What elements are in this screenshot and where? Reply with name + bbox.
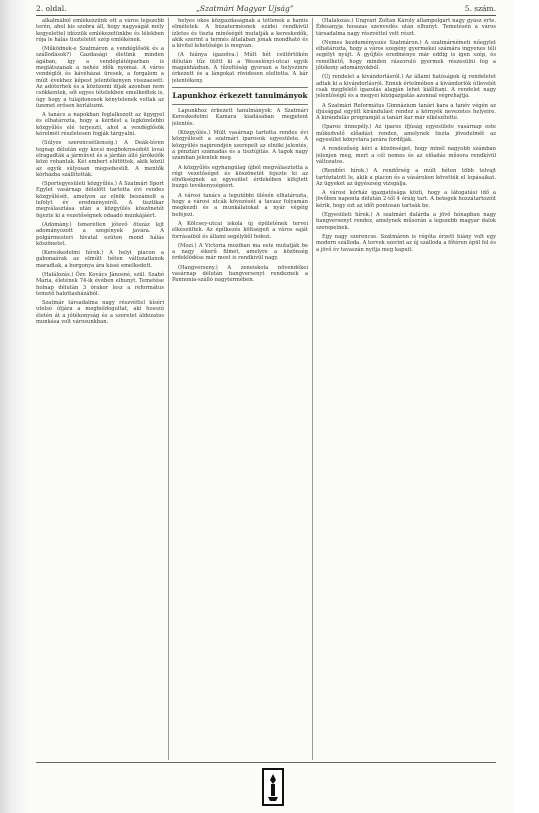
article-paragraph: (Halálozás.) Ungvári Zoltán Károly állampolgárt nagy gyász érte. Édesanyja hosszas szenvedés után elhunyt. Temetésén a város társadalma nagy részvéttel vett részt. [316,18,496,37]
archive-stamp-icon [262,768,284,806]
article-paragraph: (Működnek-e Szatmáron a vendéglősök és a szállodások?) Gazdasági életünk minden ágában, így a vendéglátóiparban is meglátszanak a nehéz idők nyomai. A város vendéglői és kávéházai üresek, a forgalom a múlt évekhez képest jelentékenyen visszaesett. Az adóterhek és a közüzemi díjak azonban nem csökkentek, sőt egyes tételekben emelkedtek is, úgy hogy a tulajdonosok kénytelenek voltak az üzemet erősen korlátozni. [36,46,164,109]
article-paragraph: A városi kórház igazgatósága közli, hogy a látogatási idő a jövőben naponta délután 2-től 4 óráig tart. A betegek hozzátartozóit kérik, hogy ezt az időt pontosan tartsák be. [316,190,496,209]
section-rule [172,104,308,105]
article-paragraph: A közgyűlés egyhangúlag újból megválasztotta a régi vezetőséget és köszönetét fejezte ki az elnökségnek az egyesület érdekében kifejtett buzgó tevékenységéért. [172,164,308,190]
article-paragraph: A városi tanács a legutóbbi ülésén elhatározta, hogy a városi utcák kövezését a tavasz folyamán megkezdi és a munkálatokat a nyár végéig befejezi. [172,192,308,218]
article-paragraph: helyes okos közgazdaságnak a tétlenek a hamis elméletek. A búzatermésnek ezidei rendkívül ízletes és tiszta minőségét mutatják a kereskedők, akik szerint a termés általában jónak mondható és a kivitel lehetősége is megvan. [172,18,308,50]
archive-stamp-figure-icon [265,771,281,803]
column-divider [168,18,169,760]
adjacent-page-fragment [0,30,24,770]
article-paragraph: (Rendőri hírek.) A rendőrség a múlt héten több tolvajt tartóztatott le, akik a piacon és a vásárokon követték el lopásaikat. Az ügyeket az ügyészség vizsgálja. [316,168,496,187]
article-paragraph: A Kölcsey-utcai iskola új épületének tervei elkészültek. Az építkezés költségeit a város saját forrásaiból és állami segélyből fedezi. [172,220,308,240]
article-paragraph: A rendezőség kéri a közönséget, hogy minél nagyobb számban jelenjen meg, mert a cél nemes és az előadás műsora rendkívül változatos. [316,146,496,165]
article-paragraph: alkalmából emlékezzünk ott a város legszebb terén, ahol kis szobra áll, hogy nagyságát mély kegyelettel idézzük emlékezetünkbe és lélekben rója le hálás tiszteletét szép emlékének. [36,18,164,43]
article-paragraph: (Hangverseny.) A zeneiskola növendékei vasárnap délután hangversenyt rendeznek a Pannonia-szálló nagytermében. [172,264,308,284]
article-paragraph: (Iparos ünnepély.) Az iparos ifjúság egyesülete vasárnap este műkedvelő előadást rendez, amelynek tiszta jövedelmét az egyesület könyvtára javára fordítják. [316,124,496,144]
page-number: 2. oldal. [36,4,67,13]
article-paragraph: A Szatmári Református Gimnázium tanári kara a tanév végén az ifjúsággal együtt kirándulást rendez a környék nevezetes helyeire. A kirándulás programját a tanári kar már elkészítette. [316,102,496,122]
column-1 [36,18,164,778]
issue-number: 5. szám. [464,4,496,13]
article-paragraph: (Mozi.) A Victoria moziban ma este mutatják be a nagy sikerű filmet, amelyre a közönség érdeklődése már most is rendkívül nagy. [172,242,308,262]
article-paragraph: (Sportegyesületi közgyűlés.) A Szatmári Sport Egylet vasárnap délelőtt tartotta évi rendes közgyűlését, amelyen az elnök beszámolt a lefolyt év eredményeiről. A tisztikar megválasztása után a közgyűlés köszönetét fejezte ki a vezetőségnek odaadó munkájáért. [36,181,164,219]
article-paragraph: (Adomány.) Ismeretlen jótevő ötszáz lejt adományozott a szegények javára. A polgármesteri hivatal ezúton mond hálás köszönetet. [36,221,164,247]
article-paragraph: (Halálozás.) Özv. Kovács Jánosné, szül. Szabó Mária, életének 74-ik évében elhunyt. Temetése holnap délután 3 órakor lesz a református temető halottasházából. [36,271,164,297]
article-paragraph: (A hiánya igazolva.) Múlt hét csütörtökén délután tűz ütött ki a Wesselényi-utcai egyik magánházban. A tűzoltóság gyorsan a helyszínre érkezett és a lángokat rövidesen eloltotta. A kár jelentékeny. [172,52,308,84]
article-paragraph: Egy nagy szerencse. Szatmáron is régóta érzett hiány volt egy modern szálloda. A tervek szerint az új szálloda a főtéren épül fel és a jövő év tavaszán nyitja meg kapuit. [316,233,496,253]
article-paragraph: Szatmár társadalma nagy részvéttel kíséri utolsó útjára a megboldogultat, aki hosszú életén át a jótékonyság és a szeretet áldozatos munkása volt városunkban. [36,300,164,326]
article-paragraph: Lapunkhoz érkezett tanulmányok: A Szatmári Kereskedelmi Kamara kiadásában megjelent jelentés. [172,108,308,127]
column-divider [312,18,313,760]
column-3 [316,18,496,778]
article-paragraph: (Súlyos szerencsétlenség.) A Deák-téren tegnap délután egy kocsi megbokrosodott lovai elragadták a járművet és a járdán álló járókelők közé rohantak. Két embert elütöttek, akik közül az egyik súlyosan megsebesült. A mentők kórházba szállították. [36,140,164,178]
article-paragraph: (Új rendelet a kivándorlásról.) Az állami hatóságok új rendeletet adtak ki a kivándorlásról. Ennek értelmében a kivándorlók útlevelét csak megfelelő igazolás alapján lehet kiállítani. A rendelet nagy jelentőségű és a megyei közigazgatás azonnal végrehajtja. [316,74,496,100]
column-2 [172,18,308,778]
article-paragraph: (Közgyűlés.) Múlt vasárnap tartotta rendes évi közgyűlését a szatmári iparosok egyesülete. A közgyűlés napirendjén szerepelt az elnöki jelentés, a pénztári számadás és a tisztújítás. A tagok nagy számban jelentek meg. [172,130,308,162]
newspaper-title: „Szatmári Magyar Ujság” [196,4,294,13]
header-rule [36,15,496,16]
article-paragraph: (Egyesületi hírek.) A szatmári dalárda a jövő hónapban nagy hangversenyt rendez, amelynek műsorán a legszebb magyar dalok szerepelnek. [316,212,496,231]
section-heading: Lapunkhoz érkezett tanulmányok [172,90,308,100]
section-rule [172,87,308,88]
bottom-rule [36,762,496,763]
article-paragraph: (Kereskedelmi hírek.) A helyi piacon a gabonaárak az elmúlt héten változatlanok maradtak, a burgonya ára kissé emelkedett. [36,250,164,269]
article-paragraph: A tanács a napokban foglalkozott az ügygyel és elhatározta, hogy a kérdést a legközelebbi közgyűlés elé terjeszti, ahol a vendéglősök kérelmét részletesen fogják tárgyalni. [36,112,164,138]
article-paragraph: (Nemes kezdeményezés Szatmáron.) A szatmárnémeti nőegylet elhatározta, hogy a város szegény gyermekei számára ingyenes téli segélyt nyújt. A gyűjtés eredménye már eddig is igen szép, és remélhető, hogy minden rászoruló gyermek részesülni fog a jótékony adományokból. [316,39,496,72]
